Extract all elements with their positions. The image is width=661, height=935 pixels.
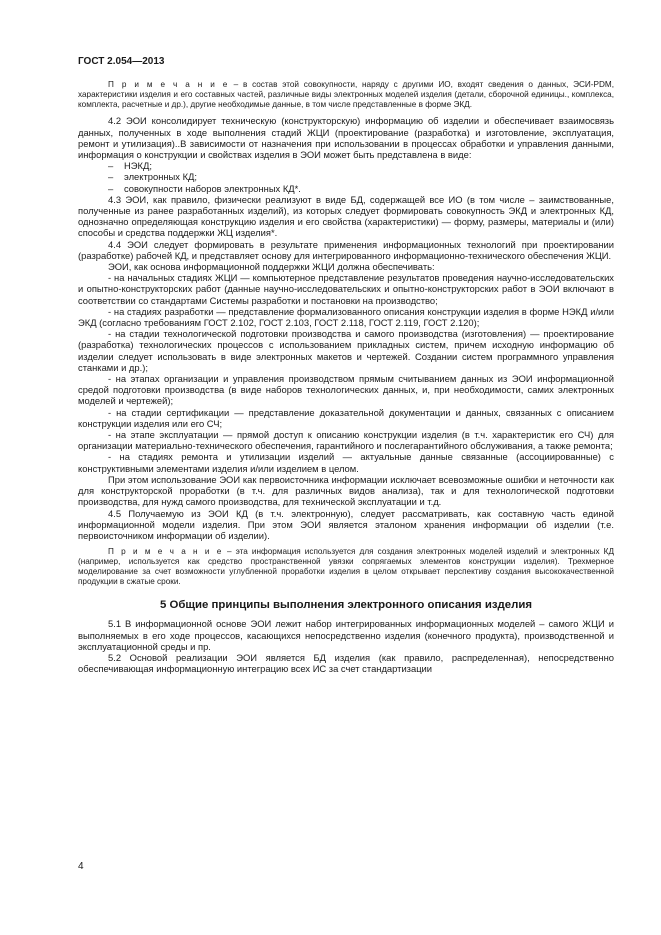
list-2-item: - на этапах организации и управления производством прямым считыванием данных из ЭОИ информационной средой подготовки производства (в виде наборов технологических данных, и, при необходимости, самих электронных моделей и чертежей);	[78, 373, 614, 407]
list-item: – НЭКД;	[108, 160, 152, 172]
paragraph-4-3: 4.3 ЭОИ, как правило, физически реализуют в виде БД, содержащей все ИО (в том числе – заимствованные, полученные из ранее разработанных изделий), из которых следует формировать совокупность ЭКД и электронных КД, однозначно определяющая конструкцию изделия и его свойства (характеристики) — форму, размеры, материалы и (или) способы и средства поддержки ЖЦ изделия*.	[78, 193, 614, 239]
list-2-item: - на стадиях ремонта и утилизации изделий — актуальные данные связанные (ассоциированные) с конструктивными элементами изделия и/или изделием в целом.	[78, 451, 614, 474]
paragraph-5-1: 5.1 В информационной основе ЭОИ лежит набор интегрированных информационных моделей – самого ЖЦИ и выполняемых в его ходе процессов, касающихся непосредственно изделия (конечного продукта), производственной и эксплуатационной среды и пр.	[78, 618, 614, 652]
note-1-text: – в состав этой совокупности, наряду с другими ИО, входят сведения о данных, ЭСИ-PDM, характеристики изделия и его составных частей, различные виды электронных моделей изделия (детали, сборочной единицы., комплекса, комплекта, расчетные и др.), другие необходимые данные, в том числе представленные в форме ЭКД.	[78, 80, 614, 109]
list-2-item: - на стадии сертификации — представление доказательной документации и данных, связанных с описанием конструкции изделия или его СЧ;	[78, 406, 614, 429]
note-2-label: П р и м е ч а н и е	[108, 547, 223, 557]
list-item: – электронных КД;	[108, 171, 197, 183]
page-number: 4	[78, 861, 84, 872]
paragraph-4-5: 4.5 Получаемую из ЭОИ КД (в т.ч. электронную), следует рассматривать, как составную часть единой информационной модели изделия. При этом ЭОИ является эталоном хранения информации об изделии (т.е. первоисточником информации об изделии).	[78, 507, 614, 541]
paragraph-eoi-provides: ЭОИ, как основа информационной поддержки ЖЦИ должна обеспечивать:	[108, 261, 435, 273]
note-2-text: – эта информация используется для создания электронных моделей изделий и электронных КД (например, используется как средство пространственной увязки сопрягаемых элементов конструкции изделия). Трехмерное моделирование за счет возможности углубленной проработки изделия в целом открывает перспективу создания высококачественной продукции в сжатые сроки.	[78, 547, 614, 586]
note-1-label: П р и м е ч а н и е	[108, 80, 229, 89]
paragraph-primary-source: При этом использование ЭОИ как первоисточника информации исключает всевозможные ошибки и неточности как для конструкторской проработки (в т.ч. для различных видов анализа), так и для технологической подготовки производства, для нужд самого производства, для технической эксплуатации и т.д.	[78, 473, 614, 508]
list-item: – совокупности наборов электронных КД*.	[108, 182, 301, 194]
paragraph-5-2: 5.2 Основой реализации ЭОИ является БД изделия (как правило, распределенная), непосредственно обеспечивающая информационную интеграцию всех ИС за счет стандартизации	[78, 651, 614, 675]
list-1	[78, 160, 614, 194]
list-2-item: - на этапе эксплуатации — прямой доступ к описанию конструкции изделия (в т.ч. характеристик его СЧ) для организации материально-технического обеспечения, гарантийного и послегарантийного обслуживания, а также ремонта;	[78, 429, 614, 452]
list-2-item: - на начальных стадиях ЖЦИ — компьютерное представление результатов проведения научно-исследовательских и опытно-конструкторских работ (данные научно-исследовательских и опытно-конструкторских работ в ЭОИ включают в соответствии со стандартами Системы разработки и постановки на производство;	[78, 272, 614, 306]
document-header: ГОСТ 2.054—2013	[78, 56, 165, 67]
list-2-item: - на стадии технологической подготовки производства и самого производства (изготовления) — проектирование (разработка) технологических процессов с использованием прикладных систем, причем исходную информацию об изделии следует использовать в виде электронных макетов и чертежей. Создании систем программного управления станками и др.);	[78, 328, 614, 373]
note-2	[78, 547, 614, 586]
document-page	[78, 56, 614, 674]
section-5-title: 5 Общие принципы выполнения электронного описания изделия	[160, 599, 532, 612]
paragraph-4-2: 4.2 ЭОИ консолидирует техническую (конструкторскую) информацию об изделии и обеспечивает взаимосвязь данных, полученных в ходе выполнения стадий ЖЦИ (проектирование (разработка) и изготовление, эксплуатация, ремонт и утилизация)..В зависимости от назначения при использовании в процессах обработки и управления данными, информация о конструкции и свойствах изделия в ЭОИ может быть представлена в виде:	[78, 115, 614, 160]
note-1	[78, 80, 614, 109]
paragraph-4-4: 4.4 ЭОИ следует формировать в результате применения информационных технологий при проектировании (разработке) рабочей КД, и представляет основу для интегрированного информационно-технического обеспечения ЖЦИ.	[78, 238, 614, 261]
list-2-item: - на стадиях разработки — представление формализованного описания конструкции изделия в форме НЭКД и/или ЭКД (согласно требованиям ГОСТ 2.102, ГОСТ 2.103, ГОСТ 2.118, ГОСТ 2.119, ГОСТ 2.120);	[78, 305, 614, 329]
